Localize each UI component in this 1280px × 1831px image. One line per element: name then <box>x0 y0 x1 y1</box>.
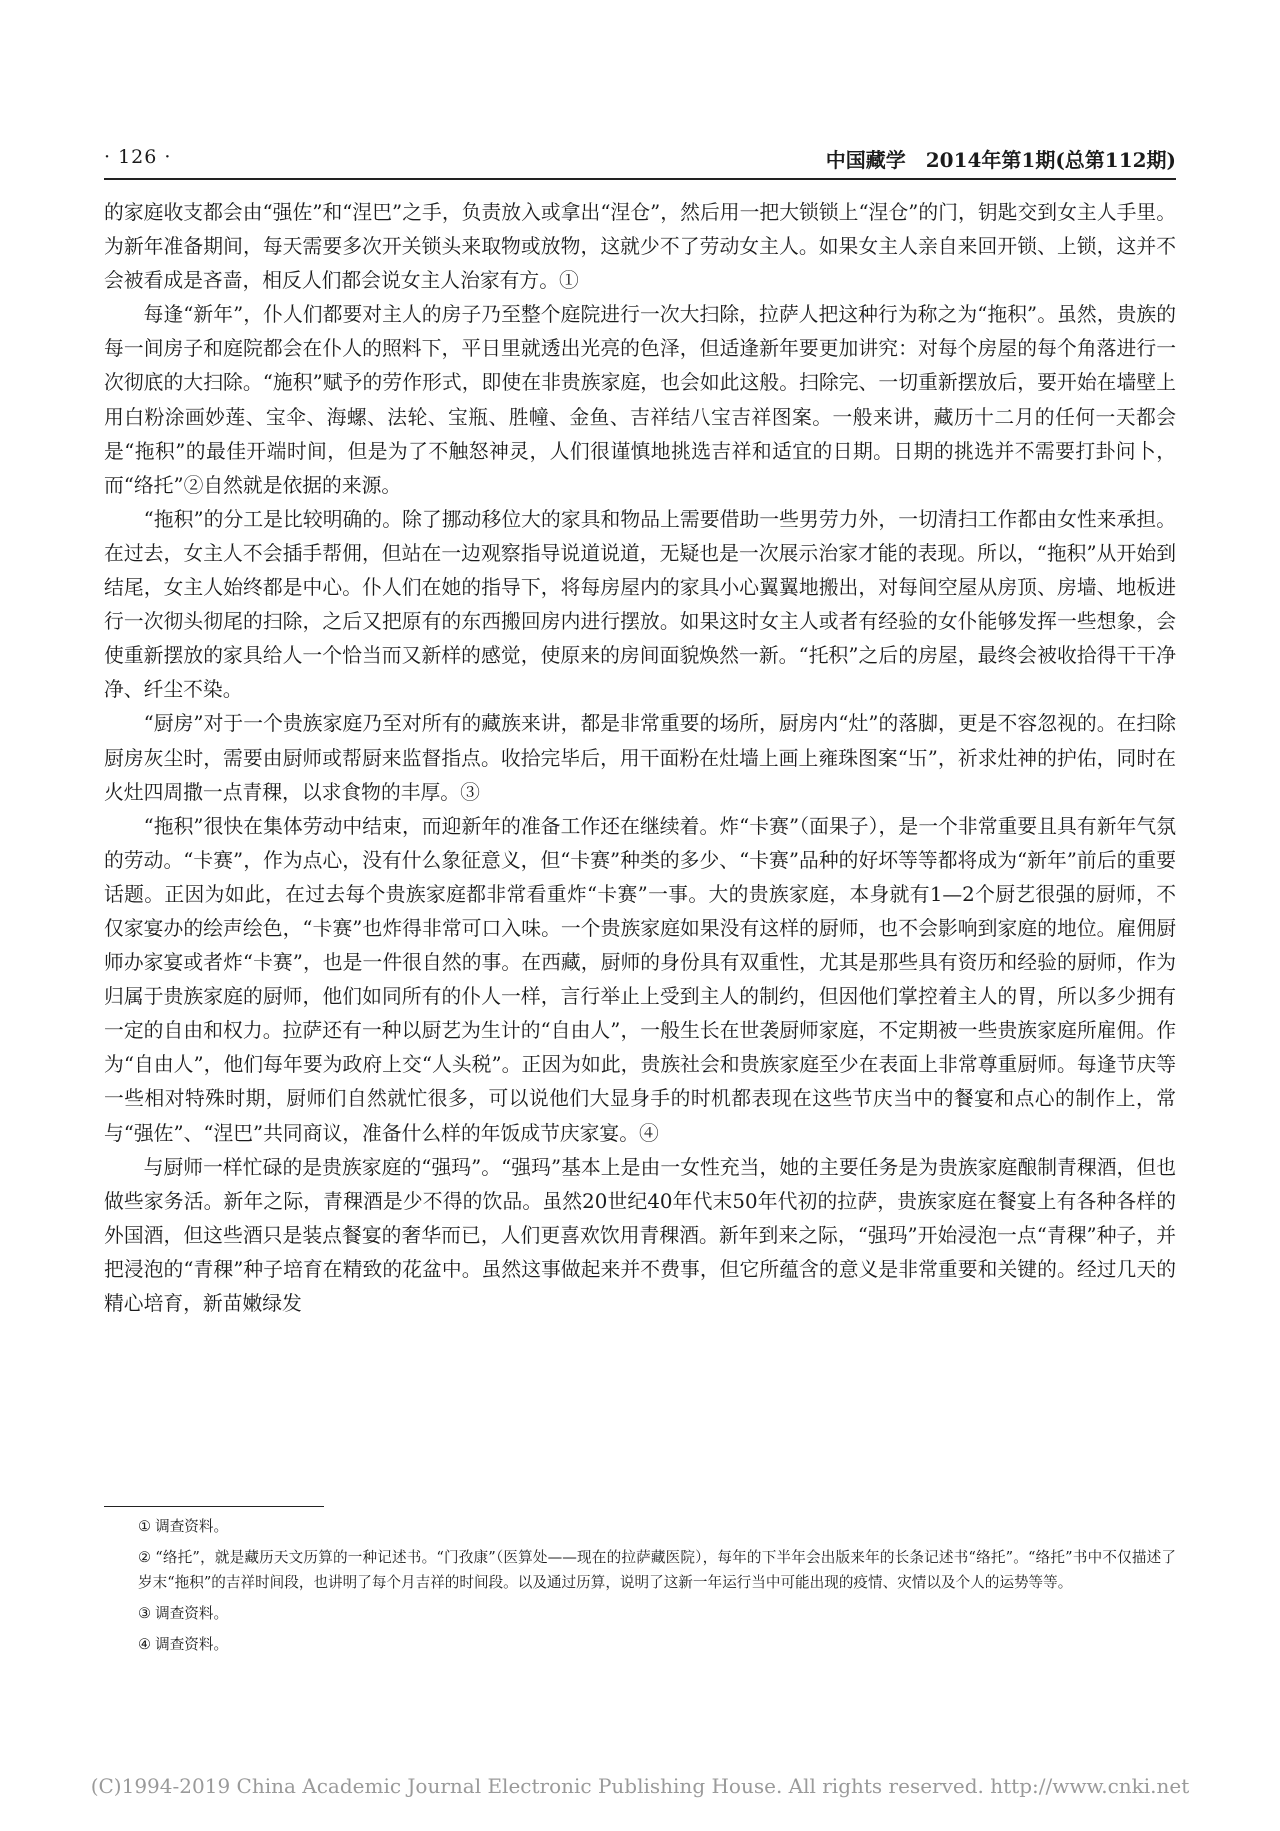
footnote-text: “络托”，就是藏历天文历算的一种记述书。“门孜康”（医算处——现在的拉萨藏医院），每年的下半年会出版来年的长条记述书“络托”。“络托”书中不仅描述了岁末“拖积”的吉祥时间段，也讲明了每个月吉祥的时间段。以及通过历算，说明了这新一年运行当中可能出现的疫情、灾情以及个人的运势等等。 <box>138 1549 1176 1591</box>
footnote-mark: ① <box>138 1518 152 1535</box>
header-rule <box>104 178 1176 180</box>
footnote-rule <box>104 1506 324 1507</box>
footnote-mark: ③ <box>138 1605 152 1622</box>
article-body <box>104 196 1176 1321</box>
paragraph: 每逢“新年”，仆人们都要对主人的房子乃至整个庭院进行一次大扫除，拉萨人把这种行为称之为“拖积”。虽然，贵族的每一间房子和庭院都会在仆人的照料下，平日里就透出光亮的色泽，但适逢新年要更加讲究：对每个房屋的每个角落进行一次彻底的大扫除。“施积”赋予的劳作形式，即使在非贵族家庭，也会如此这般。扫除完、一切重新摆放后，要开始在墙壁上用白粉涂画妙莲、宝伞、海螺、法轮、宝瓶、胜幢、金鱼、吉祥结八宝吉祥图案。一般来讲，藏历十二月的任何一天都会是“拖积”的最佳开端时间，但是为了不触怒神灵，人们很谨慎地挑选吉祥和适宜的日期。日期的挑选并不需要打卦问卜，而“络托”②自然就是依据的来源。 <box>104 303 1176 497</box>
footnote <box>104 1545 1176 1595</box>
paragraph: 与厨师一样忙碌的是贵族家庭的“强玛”。“强玛”基本上是由一女性充当，她的主要任务是为贵族家庭酿制青稞酒，但也做些家务活。新年之际，青稞酒是少不得的饮品。虽然20世纪40年代末50年代初的拉萨，贵族家庭在餐宴上有各种各样的外国酒，但这些酒只是装点餐宴的奢华而已，人们更喜欢饮用青稞酒。新年到来之际，“强玛”开始浸泡一点“青稞”种子，并把浸泡的“青稞”种子培育在精致的花盆中。虽然这事做起来并不费事，但它所蕴含的意义是非常重要和关键的。经过几天的精心培育，新苗嫩绿发 <box>104 1155 1176 1315</box>
footnote <box>104 1632 1176 1657</box>
footnote <box>104 1601 1176 1626</box>
copyright-footer: (C)1994-2019 China Academic Journal Electronic Publishing House. All rights reserved. http://www.cnki.net <box>90 1774 1190 1798</box>
paragraph-continued: 的家庭收支都会由“强佐”和“涅巴”之手，负责放入或拿出“涅仓”，然后用一把大锁锁上“涅仓”的门，钥匙交到女主人手里。为新年准备期间，每天需要多次开关锁头来取物或放物，这就少不了劳动女主人。如果女主人亲自来回开锁、上锁，这并不会被看成是吝啬，相反人们都会说女主人治家有方。① <box>104 201 1176 293</box>
paragraph: “厨房”对于一个贵族家庭乃至对所有的藏族来讲，都是非常重要的场所，厨房内“灶”的落脚，更是不容忽视的。在扫除厨房灰尘时，需要由厨师或帮厨来监督指点。收拾完毕后，用干面粉在灶墙上画上雍珠图案“卐”，祈求灶神的护佑，同时在火灶四周撒一点青稞，以求食物的丰厚。③ <box>104 712 1176 804</box>
running-header <box>104 142 1176 178</box>
paragraph: “拖积”的分工是比较明确的。除了挪动移位大的家具和物品上需要借助一些男劳力外，一切清扫工作都由女性来承担。在过去，女主人不会插手帮佣，但站在一边观察指导说道说道，无疑也是一次展示治家才能的表现。所以，“拖积”从开始到结尾，女主人始终都是中心。仆人们在她的指导下，将每房屋内的家具小心翼翼地搬出，对每间空屋从房顶、房墙、地板进行一次彻头彻尾的扫除，之后又把原有的东西搬回房内进行摆放。如果这时女主人或者有经验的女仆能够发挥一些想象，会使重新摆放的家具给人一个恰当而又新样的感觉，使原来的房间面貌焕然一新。“托积”之后的房屋，最终会被收拾得干干净净、纤尘不染。 <box>104 507 1176 702</box>
footnote-text: 调查资料。 <box>155 1518 229 1535</box>
footnote-mark: ② <box>138 1549 152 1566</box>
journal-issue: 中国藏学 2014年第1期(总第112期) <box>825 148 1176 172</box>
paragraph: “拖积”很快在集体劳动中结束，而迎新年的准备工作还在继续着。炸“卡赛”（面果子），是一个非常重要且具有新年气氛的劳动。“卡赛”，作为点心，没有什么象征意义，但“卡赛”种类的多少、“卡赛”品种的好坏等等都将成为“新年”前后的重要话题。正因为如此，在过去每个贵族家庭都非常看重炸“卡赛”一事。大的贵族家庭，本身就有1—2个厨艺很强的厨师，不仅家宴办的绘声绘色，“卡赛”也炸得非常可口入味。一个贵族家庭如果没有这样的厨师，也不会影响到家庭的地位。雇佣厨师办家宴或者炸“卡赛”，也是一件很自然的事。在西藏，厨师的身份具有双重性，尤其是那些具有资历和经验的厨师，作为归属于贵族家庭的厨师，他们如同所有的仆人一样，言行举止上受到主人的制约，但因他们掌控着主人的胃，所以多少拥有一定的自由和权力。拉萨还有一种以厨艺为生计的“自由人”，一般生长在世袭厨师家庭，不定期被一些贵族家庭所雇佣。作为“自由人”，他们每年要为政府上交“人头税”。正因为如此，贵族社会和贵族家庭至少在表面上非常尊重厨师。每逢节庆等一些相对特殊时期，厨师们自然就忙很多，可以说他们大显身手的时机都表现在这些节庆当中的餐宴和点心的制作上，常与“强佐”、“涅巴”共同商议，准备什么样的年饭成节庆家宴。④ <box>104 814 1176 1145</box>
footnote-text: 调查资料。 <box>155 1636 229 1653</box>
page-number: · 126 · <box>104 146 172 168</box>
footnote <box>104 1514 1176 1539</box>
footnotes <box>104 1514 1176 1663</box>
footnote-mark: ④ <box>138 1636 152 1653</box>
footnote-text: 调查资料。 <box>155 1605 229 1622</box>
